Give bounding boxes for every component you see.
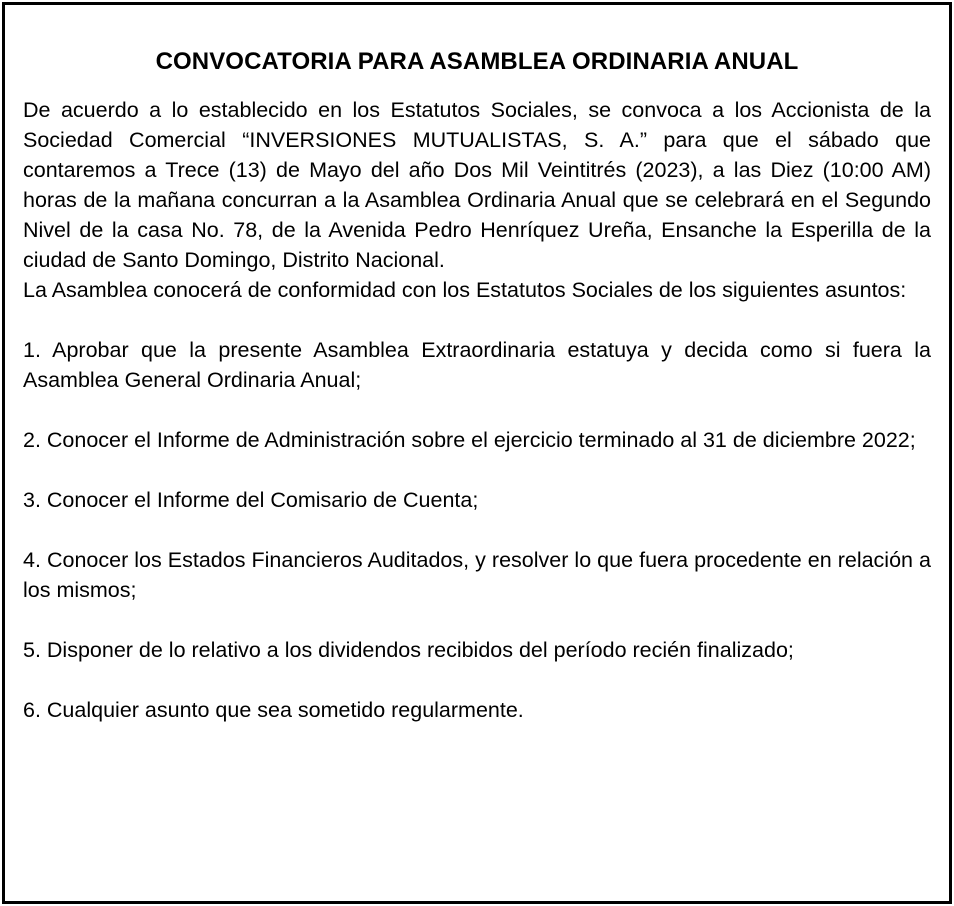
agenda-item-1: 1. Aprobar que la presente Asamblea Extraordinaria estatuya y decida como si fuera la Asamblea General Ordinaria Anual; [23, 338, 931, 392]
agenda-item-2: 2. Conocer el Informe de Administración sobre el ejercicio terminado al 31 de diciembre 2022; [23, 428, 916, 452]
spacer [23, 605, 931, 635]
intro-paragraph: De acuerdo a lo establecido en los Estatutos Sociales, se convoca a los Accionista de la Sociedad Comercial “INVERSIONES MUTUALISTAS, S. A.” para que el sábado que contaremos a Trece (13) de Mayo del año Dos Mil Veintitrés (2023), a las Diez (10:00 AM) horas de la mañana concurran a la Asamblea Ordinaria Anual que se celebrará en el Segundo Nivel de la casa No. 78, de la Avenida Pedro Henríquez Ureña, Ensanche la Esperilla de la ciudad de Santo Domingo, Distrito Nacional. [23, 98, 931, 272]
spacer [23, 395, 931, 425]
spacer [23, 665, 931, 695]
agenda-item-3: 3. Conocer el Informe del Comisario de Cuenta; [23, 488, 479, 512]
agenda-item-4: 4. Conocer los Estados Financieros Auditados, y resolver lo que fuera procedente en relación a los mismos; [23, 548, 931, 602]
agenda-intro-paragraph: La Asamblea conocerá de conformidad con los Estatutos Sociales de los siguientes asuntos: [23, 278, 907, 302]
agenda-item-5: 5. Disponer de lo relativo a los dividendos recibidos del período recién finalizado; [23, 638, 794, 662]
spacer [23, 305, 931, 335]
spacer [23, 455, 931, 485]
notice-title: CONVOCATORIA PARA ASAMBLEA ORDINARIA ANUAL [155, 48, 799, 75]
spacer [23, 515, 931, 545]
notice-frame [2, 2, 952, 904]
notice-body [23, 35, 931, 725]
agenda-item-6: 6. Cualquier asunto que sea sometido regularmente. [23, 698, 524, 722]
